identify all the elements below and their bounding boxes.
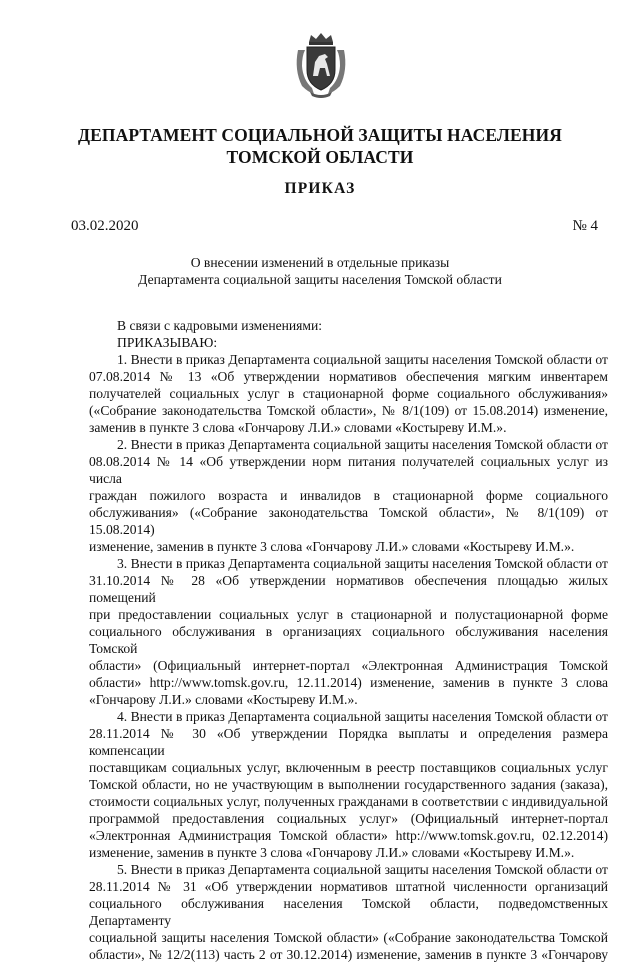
organization-name-line1: ДЕПАРТАМЕНТ СОЦИАЛЬНОЙ ЗАЩИТЫ НАСЕЛЕНИЯ bbox=[78, 125, 562, 145]
order-item-1 bbox=[89, 351, 608, 436]
text-line: («Собрание законодательства Томской области», № 8/1(109) от 15.08.2014) изменение, bbox=[89, 403, 608, 418]
text-line: граждан пожилого возраста и инвалидов в стационарной форме социального bbox=[89, 488, 608, 503]
text-line: 31.10.2014 № 28 «Об утверждении нормативов обеспечения площадью жилых помещений bbox=[89, 573, 608, 605]
text-line: «Гончарову Л.И.» словами «Костыреву И.М.». bbox=[89, 692, 358, 707]
text-line: 28.11.2014 № 30 «Об утверждении Порядка выплаты и определения размера компенсации bbox=[89, 726, 608, 758]
document-subject bbox=[0, 254, 640, 288]
text-line: получателей социальных услуг в стационарной форме социального обслуживания» bbox=[89, 386, 608, 401]
subject-line1: О внесении изменений в отдельные приказы bbox=[190, 255, 450, 270]
document-body bbox=[89, 317, 608, 963]
text-line: области» http://www.tomsk.gov.ru, 12.11.2014) изменение, заменив в пункте 3 слова bbox=[89, 675, 608, 690]
subject-line2: Департамента социальной защиты населения Томской области bbox=[138, 272, 502, 287]
text-line: при предоставлении социальных услуг в стационарной и полустационарной форме bbox=[89, 607, 608, 622]
text-line: 28.11.2014 № 31 «Об утверждении нормативов штатной численности организаций bbox=[89, 879, 608, 894]
text-line: 4. Внести в приказ Департамента социальной защиты населения Томской области от bbox=[117, 709, 608, 724]
text-line: социального обслуживания населения Томской области, подведомственных Департаменту bbox=[89, 896, 608, 928]
coat-of-arms-emblem bbox=[292, 32, 350, 98]
order-item-4 bbox=[89, 708, 608, 861]
preamble-line1: В связи с кадровыми изменениями: bbox=[117, 318, 323, 333]
text-line: 2. Внести в приказ Департамента социальной защиты населения Томской области от bbox=[117, 437, 608, 452]
text-line: заменив в пункте 3 слова «Гончарову Л.И.» словами «Костыреву И.М.». bbox=[89, 420, 507, 435]
order-item-5 bbox=[89, 861, 608, 963]
text-line: изменение, заменив в пункте 3 слова «Гончарову Л.И.» словами «Костыреву И.М.». bbox=[89, 539, 575, 554]
text-line: изменение, заменив в пункте 3 слова «Гончарову Л.И.» словами «Костыреву И.М.». bbox=[89, 845, 575, 860]
order-item-2 bbox=[89, 436, 608, 555]
text-line: обслуживания» («Собрание законодательства Томской области», № 8/1(109) от 15.08.2014) bbox=[89, 505, 608, 537]
document-date: 03.02.2020 bbox=[71, 218, 139, 234]
text-line: программой предоставления социальных услуг» (Официальный интернет-портал bbox=[89, 811, 608, 826]
text-line: 1. Внести в приказ Департамента социальной защиты населения Томской области от bbox=[117, 352, 608, 367]
text-line: стоимости социальных услуг, полученных гражданами в соответствии с индивидуальной bbox=[89, 794, 608, 809]
text-line: Томской области, но не участвующим в выполнении государственного задания (заказа), bbox=[89, 777, 608, 792]
preamble-line2: ПРИКАЗЫВАЮ: bbox=[117, 335, 218, 350]
order-item-3 bbox=[89, 555, 608, 708]
text-line: «Электронная Администрация Томской области» http://www.tomsk.gov.ru, 02.12.2014) bbox=[89, 828, 608, 843]
document-number: № 4 bbox=[572, 218, 598, 234]
organization-name-line2: ТОМСКОЙ ОБЛАСТИ bbox=[226, 147, 414, 167]
document-type: ПРИКАЗ bbox=[284, 180, 356, 197]
text-line: социальной защиты населения Томской области» («Собрание законодательства Томской bbox=[89, 930, 608, 945]
text-line: 5. Внести в приказ Департамента социальной защиты населения Томской области от bbox=[117, 862, 608, 877]
text-line: области» (Официальный интернет-портал «Электронная Администрация Томской bbox=[89, 658, 608, 673]
organization-name bbox=[0, 124, 640, 168]
text-line: социального обслуживания в организациях социального обслуживания населения Томской bbox=[89, 624, 608, 656]
text-line: 3. Внести в приказ Департамента социальной защиты населения Томской области от bbox=[117, 556, 608, 571]
text-line: 08.08.2014 № 14 «Об утверждении норм питания получателей социальных услуг из числа bbox=[89, 454, 608, 486]
text-line: поставщикам социальных услуг, включенным в реестр поставщиков социальных услуг bbox=[89, 760, 608, 775]
text-line: 07.08.2014 № 13 «Об утверждении нормативов обеспечения мягким инвентарем bbox=[89, 369, 608, 384]
text-line: области», № 12/2(113) часть 2 от 30.12.2014) изменение, заменив в пункте 3 «Гончарову bbox=[89, 947, 608, 962]
